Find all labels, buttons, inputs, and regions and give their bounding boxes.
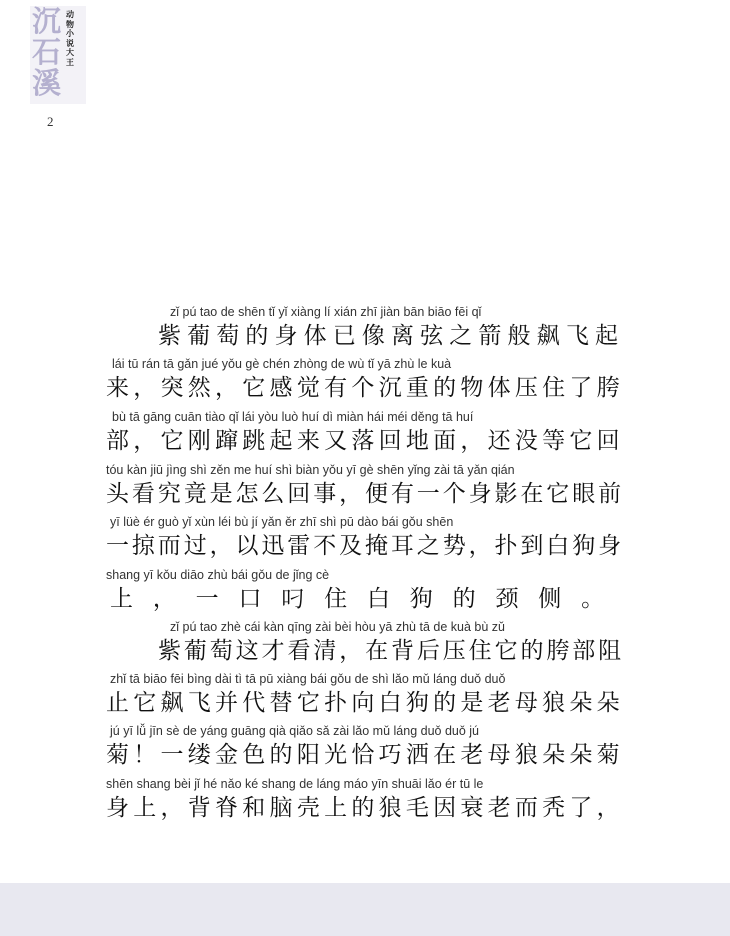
text-line	[0, 410, 730, 470]
text-line	[0, 357, 730, 417]
hanzi-row: 紫葡萄这才看清，在背后压住它的胯部阻	[158, 638, 625, 664]
text-line	[0, 777, 730, 837]
text-line	[0, 305, 730, 365]
hanzi-row: 来，突然，它感觉有个沉重的物体压住了胯	[106, 375, 624, 401]
hanzi-row: 菊！一缕金色的阳光恰巧洒在老母狼朵朵菊	[106, 742, 624, 768]
pinyin-row: shēn shang bèi jǐ hé nǎo ké shang de láng máo yīn shuāi lǎo ér tū le	[106, 777, 484, 791]
logo-title-char: 石	[32, 35, 62, 69]
pinyin-row: shang yī kǒu diāo zhù bái gǒu de jǐng cè	[106, 568, 330, 582]
hanzi-row: 紫葡萄的身体已像离弦之箭般飙飞起	[158, 323, 625, 349]
hanzi-row: 止它飙飞并代替它扑向白狗的是老母狼朵朵	[106, 690, 624, 716]
hanzi-row: 上，一口叼住白狗的颈侧。	[110, 586, 624, 612]
pinyin-row: zhǐ tā biāo fēi bìng dài tì tā pū xiàng bái gǒu de shì lǎo mǔ láng duǒ duǒ	[110, 672, 506, 686]
footer-band	[0, 883, 730, 936]
pinyin-row: zǐ pú tao de shēn tǐ yǐ xiàng lí xián zhī jiàn bān biāo fēi qǐ	[170, 305, 482, 319]
logo	[30, 6, 86, 104]
text-line	[0, 724, 730, 784]
hanzi-row: 部，它刚蹿跳起来又落回地面，还没等它回	[106, 428, 624, 454]
logo-title-char: 溪	[32, 66, 62, 100]
hanzi-row: 一掠而过，以迅雷不及掩耳之势，扑到白狗身	[106, 533, 624, 559]
logo-title-char: 沉	[32, 4, 62, 38]
text-line	[0, 463, 730, 523]
logo-subtitle-char: 大	[66, 48, 74, 57]
text-line	[0, 672, 730, 732]
hanzi-row: 头看究竟是怎么回事，便有一个身影在它眼前	[106, 481, 624, 507]
page-number: 2	[47, 114, 54, 129]
logo-title	[32, 6, 62, 99]
pinyin-row: yī lüè ér guò yǐ xùn léi bù jí yǎn ěr zhī shì pū dào bái gǒu shēn	[110, 515, 454, 529]
logo-subtitle-char: 说	[66, 38, 74, 48]
logo-subtitle	[66, 10, 80, 67]
logo-subtitle-char: 王	[66, 57, 74, 67]
logo-subtitle-char: 动	[66, 10, 74, 19]
logo-subtitle-char: 物	[66, 19, 74, 29]
pinyin-row: tóu kàn jiū jìng shì zěn me huí shì biàn yǒu yī gè shēn yǐng zài tā yǎn qián	[106, 463, 515, 477]
pinyin-row: jú yī lǚ jīn sè de yáng guāng qià qiǎo sǎ zài lǎo mǔ láng duǒ duǒ jú	[110, 724, 480, 738]
pinyin-row: lái tū rán tā gǎn jué yǒu gè chén zhòng de wù tǐ yā zhù le kuà	[112, 357, 452, 371]
pinyin-row: bù tā gāng cuān tiào qǐ lái yòu luò huí dì miàn hái méi děng tā huí	[112, 410, 474, 424]
text-line	[0, 620, 730, 680]
pinyin-row: zǐ pú tao zhè cái kàn qīng zài bèi hòu yā zhù tā de kuà bù zǔ	[170, 620, 505, 634]
hanzi-row: 身上，背脊和脑壳上的狼毛因衰老而秃了，	[106, 795, 624, 821]
text-line	[0, 515, 730, 575]
text-line	[0, 568, 730, 628]
logo-subtitle-char: 小	[66, 29, 74, 38]
